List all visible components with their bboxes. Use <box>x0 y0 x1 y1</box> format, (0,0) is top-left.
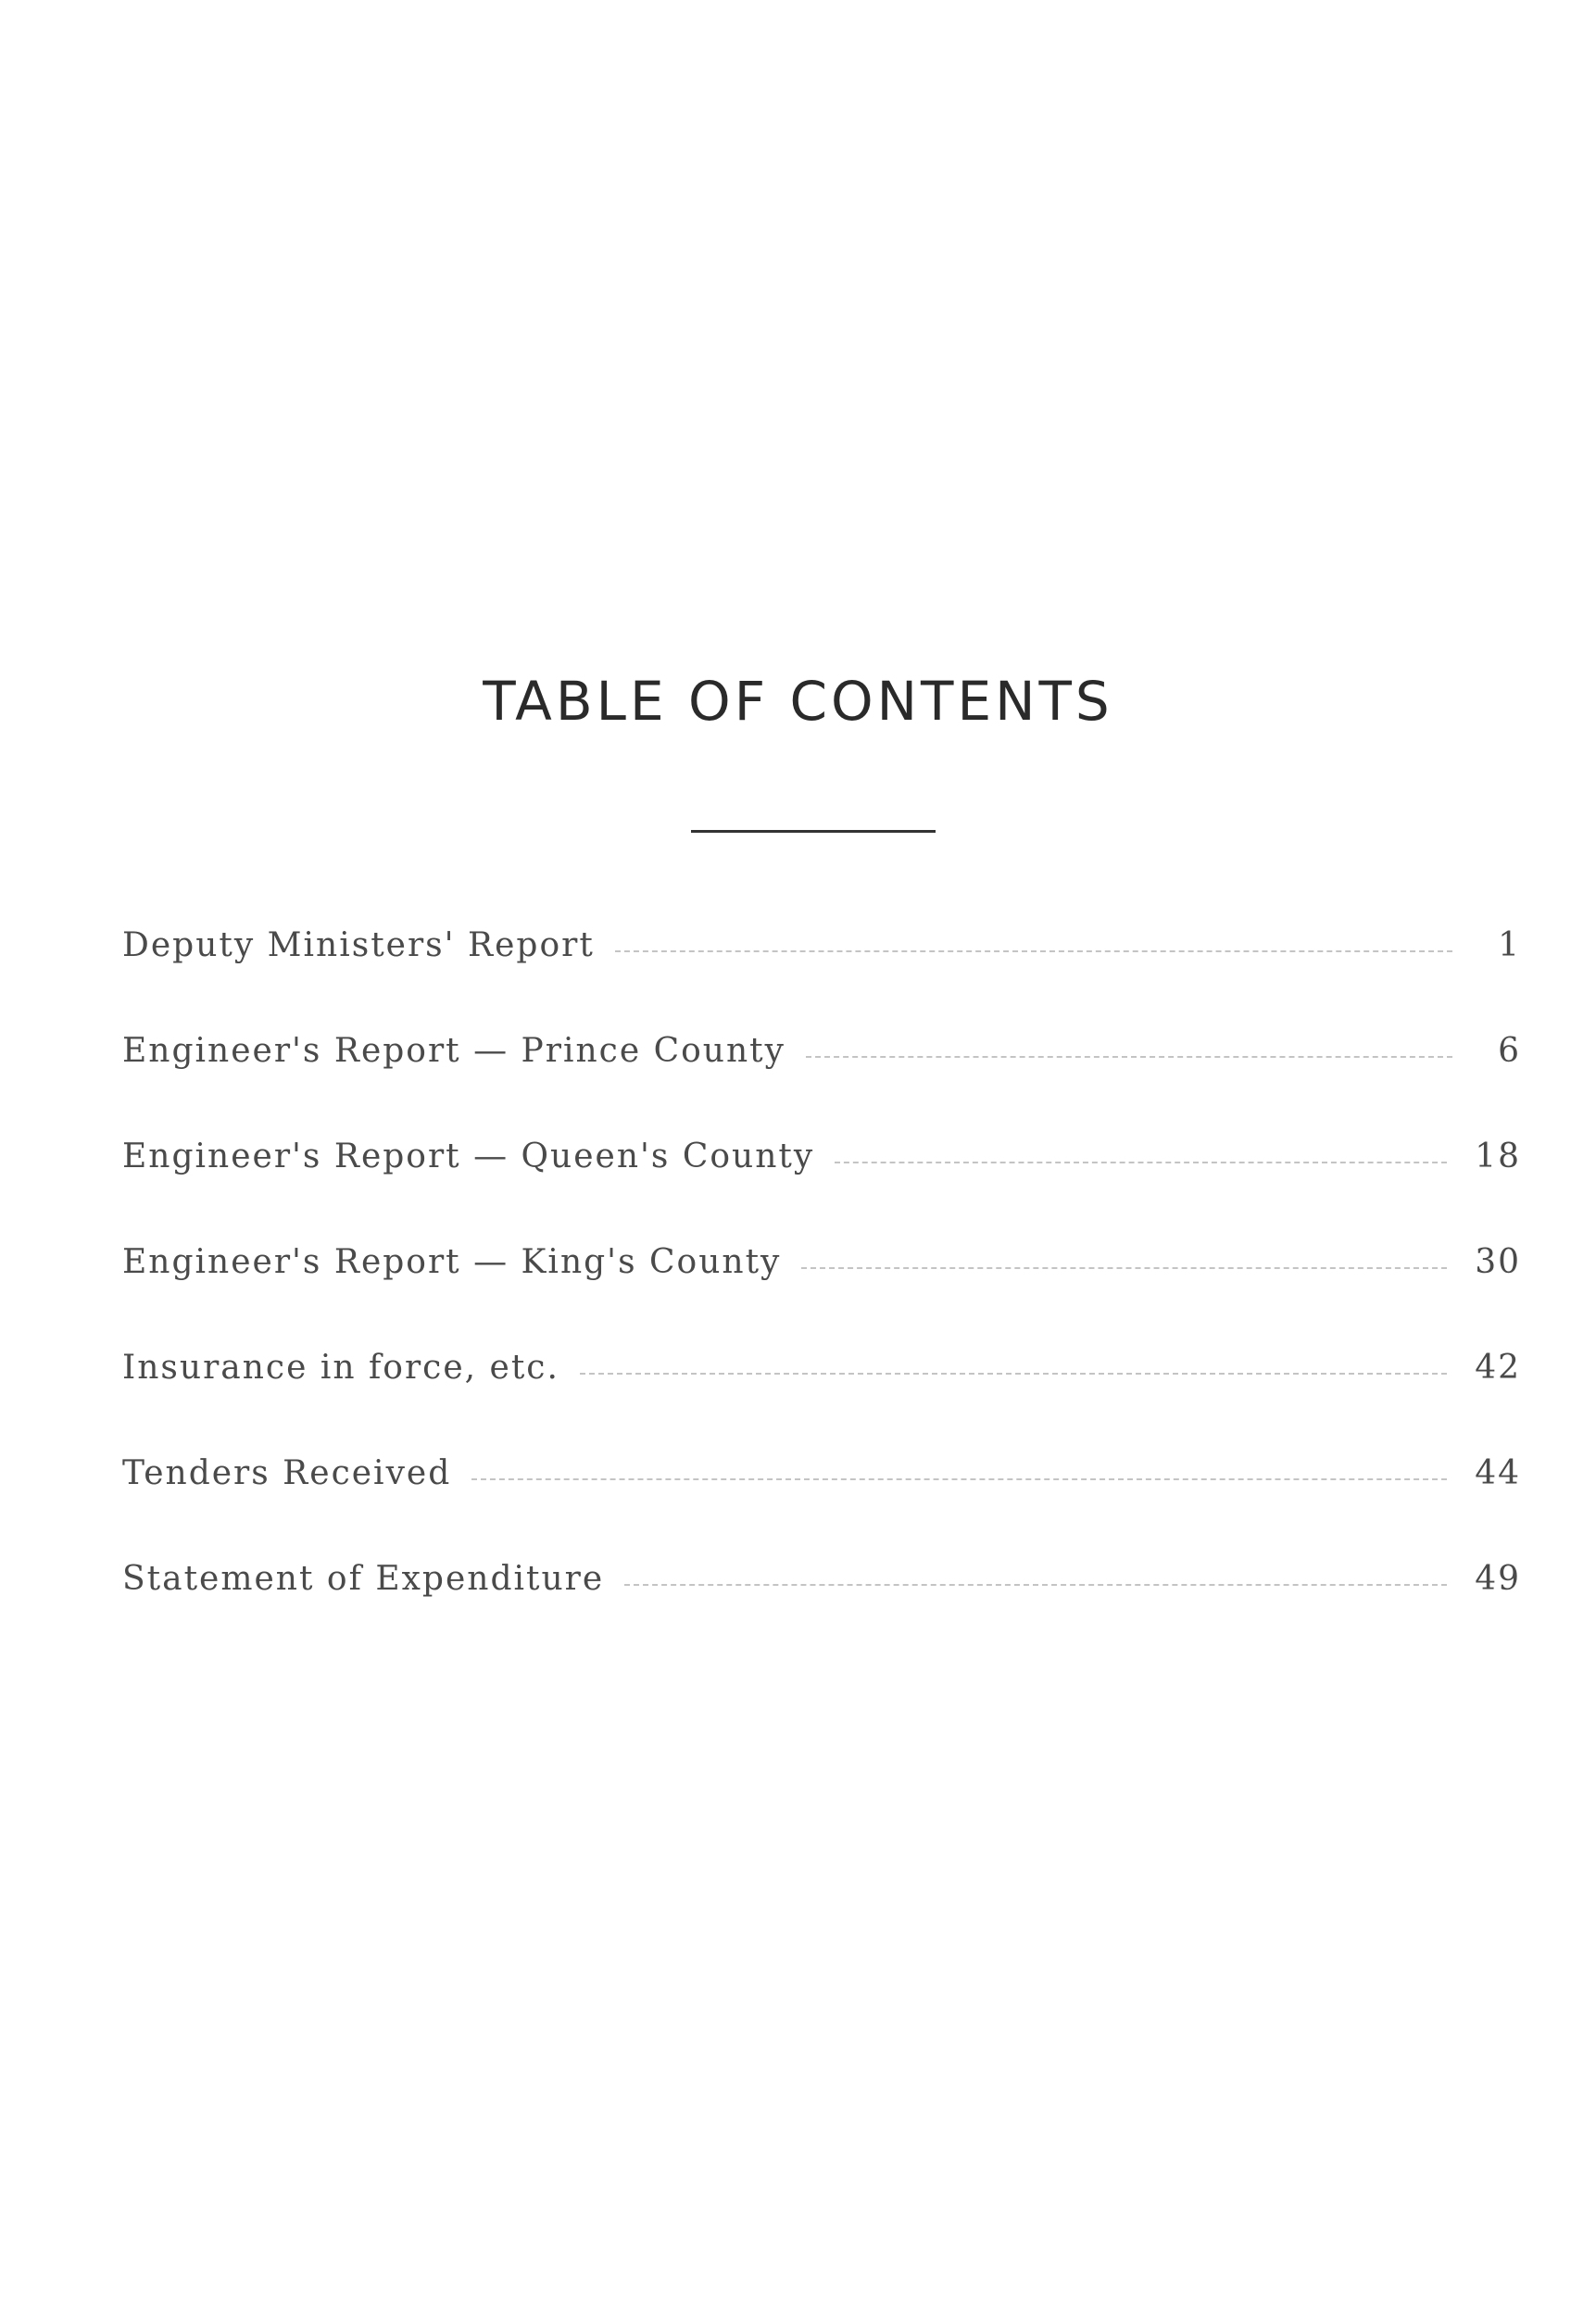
toc-entry-page: 1 <box>1498 926 1521 964</box>
toc-entry-title: Engineer's Report — Queen's County <box>122 1137 815 1175</box>
toc-entry <box>122 1243 1521 1349</box>
dot-leader <box>580 1373 1447 1375</box>
toc-entry-page: 30 <box>1475 1243 1521 1281</box>
page-title: TABLE OF CONTENTS <box>483 670 1113 733</box>
toc-entry-page: 18 <box>1475 1137 1521 1175</box>
dot-leader <box>624 1584 1447 1586</box>
dot-leader <box>801 1267 1447 1269</box>
toc-entry-page: 6 <box>1498 1032 1521 1070</box>
dot-leader <box>471 1478 1447 1480</box>
dot-leader <box>835 1162 1447 1163</box>
toc-entry <box>122 926 1521 1032</box>
toc-entry-page: 49 <box>1475 1560 1521 1598</box>
dot-leader <box>806 1056 1452 1058</box>
toc-entry <box>122 1454 1521 1560</box>
toc-entry-page: 42 <box>1475 1349 1521 1387</box>
toc-entry <box>122 1137 1521 1243</box>
toc-entry-title: Tenders Received <box>122 1454 452 1492</box>
toc-entry-title: Deputy Ministers' Report <box>122 926 595 964</box>
toc-entry-title: Insurance in force, etc. <box>122 1349 559 1387</box>
toc-entry-title: Engineer's Report — King's County <box>122 1243 782 1281</box>
toc-entry-title: Statement of Expenditure <box>122 1560 605 1598</box>
toc-entry-page: 44 <box>1475 1454 1521 1492</box>
title-divider <box>691 830 936 833</box>
toc-entry <box>122 1032 1521 1137</box>
toc-entry <box>122 1349 1521 1454</box>
toc-entry <box>122 1560 1521 1665</box>
dot-leader <box>615 950 1452 952</box>
toc-list <box>122 926 1521 1665</box>
toc-entry-title: Engineer's Report — Prince County <box>122 1032 785 1070</box>
